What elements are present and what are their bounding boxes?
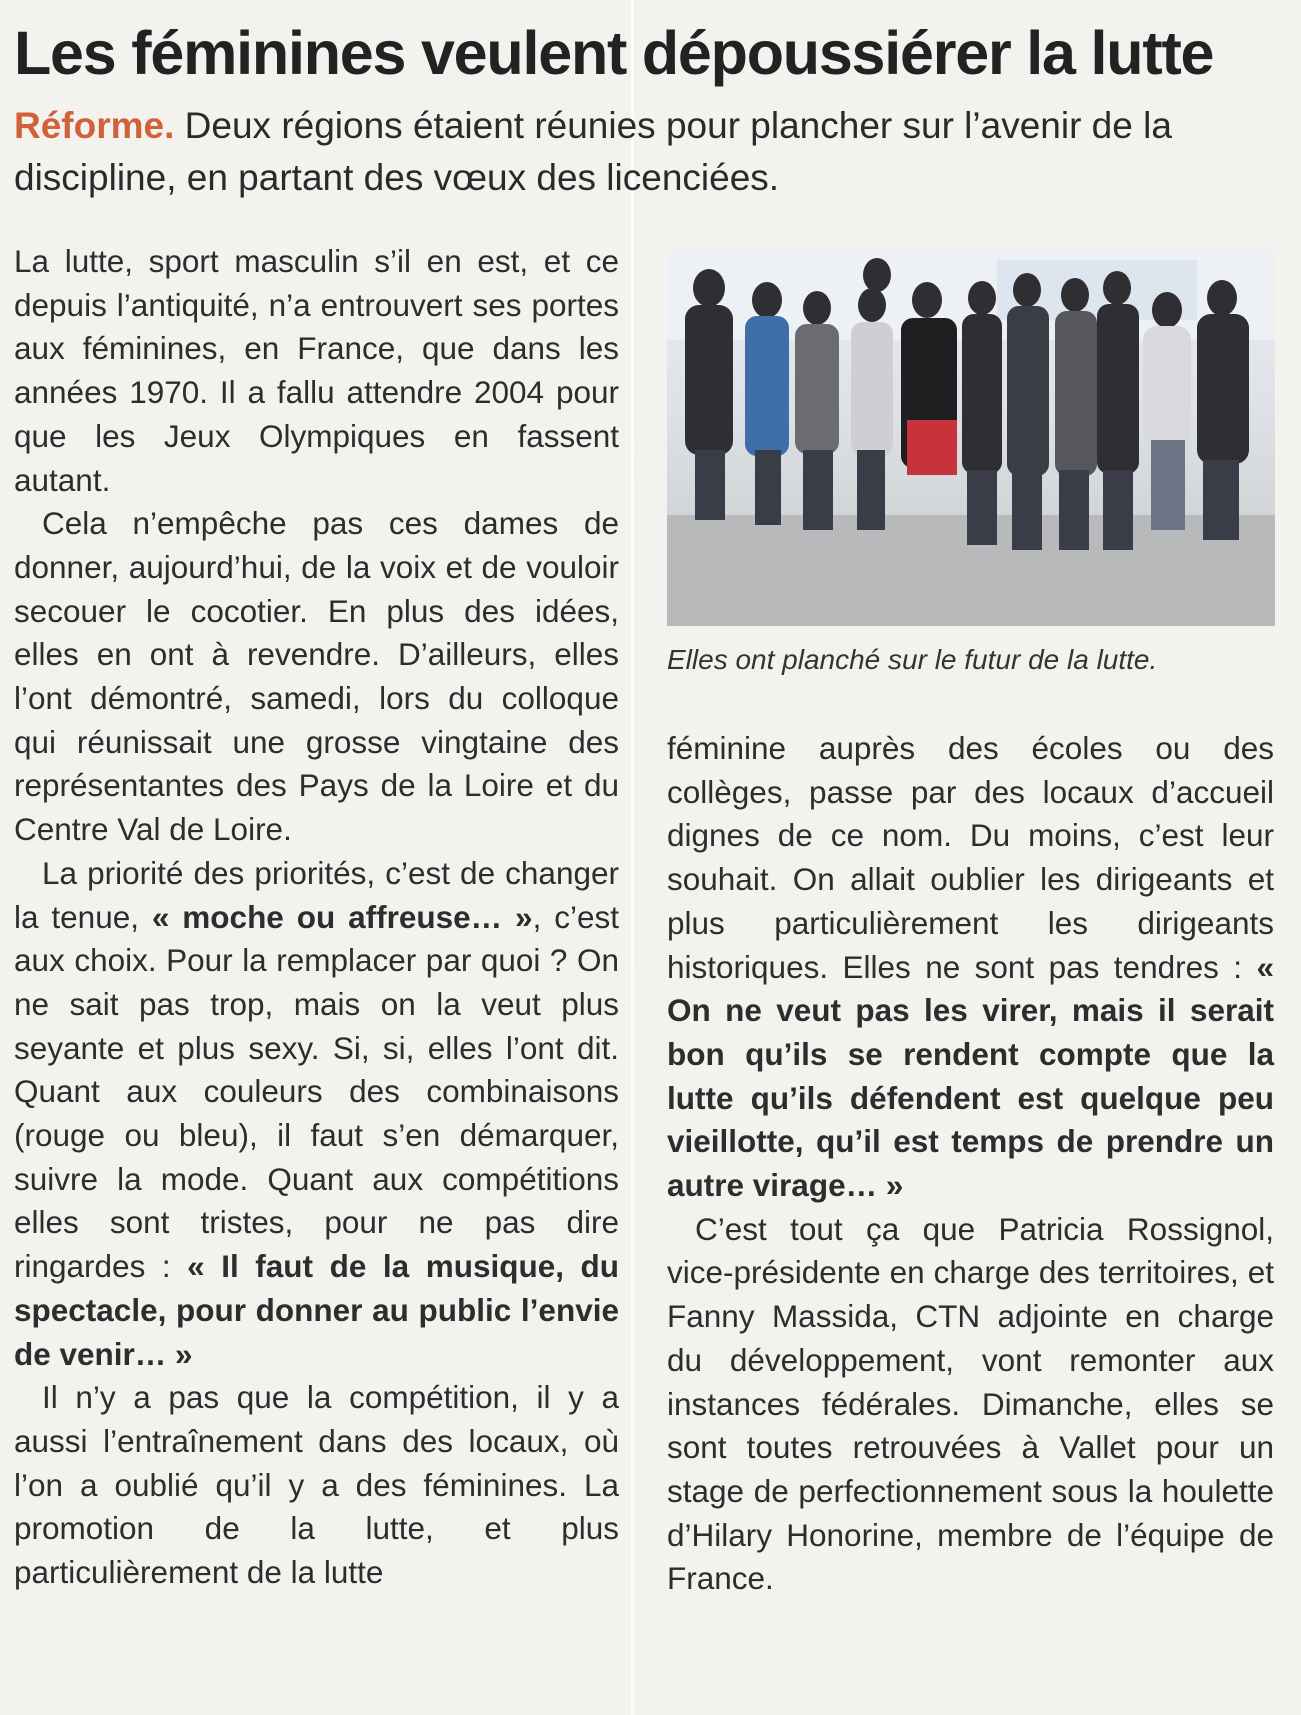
quote: « Il faut de la musique, du spectacle, pour donner au public l’envie de venir… » bbox=[14, 1248, 620, 1372]
group-photo bbox=[667, 250, 1275, 626]
paragraph-text: féminine auprès des écoles ou des collèges, passe par des locaux d’accueil dignes de ce nom. Du moins, c’est leur souhait. On allait oublier les dirigeants et plus particulièrement les dirigeants historiques. Elles ne sont pas tendres : bbox=[667, 730, 1274, 985]
standfirst bbox=[14, 100, 1274, 204]
paragraph bbox=[667, 727, 1274, 1208]
headline: Les féminines veulent dépoussiérer la lutte bbox=[14, 19, 1214, 87]
left-column bbox=[14, 240, 619, 1595]
paragraph: Il n’y a pas que la compétition, il y a aussi l’entraînement dans des locaux, où l’on a oublié qu’il y a des féminines. La promotion de la lutte, et plus particulièrement de la lutte bbox=[14, 1379, 619, 1591]
paragraph: Cela n’empêche pas ces dames de donner, aujourd’hui, de la voix et de vouloir secouer le cocotier. En plus des idées, elles en ont à revendre. D’ailleurs, elles l’ont démontré, samedi, lors du colloque qui réunissait une grosse vingtaine des représentantes des Pays de la Loire et du Centre Val de Loire. bbox=[14, 505, 619, 848]
quote: « On ne veut pas les virer, mais il serait bon qu’ils se rendent compte que la lutte qu’ils défendent est quelque peu vieillotte, qu’il est temps de prendre un autre virage… » bbox=[667, 948, 1274, 1204]
standfirst-text: Deux régions étaient réunies pour plancher sur l’avenir de la discipline, en partant des vœux des licenciées. bbox=[14, 105, 1172, 198]
group-photo-illustration bbox=[667, 250, 1275, 626]
paragraph: C’est tout ça que Patricia Rossignol, vice-présidente en charge des territoires, et Fanny Massida, CTN adjointe en charge du développement, vont remonter aux instances fédérales. Dimanche, elles se sont toutes retrouvées à Vallet pour un stage de perfectionnement sous la houlette d’Hilary Honorine, membre de l’équipe de France. bbox=[667, 1210, 1274, 1597]
photo-caption: Elles ont planché sur le futur de la lutte. bbox=[667, 644, 1158, 675]
paragraph bbox=[14, 852, 619, 1376]
paper-fold bbox=[631, 0, 634, 1715]
kicker: Réforme. bbox=[14, 105, 175, 146]
quote: « moche ou affreuse… » bbox=[151, 898, 533, 935]
paragraph-text: La priorité des priorités, c’est de changer la tenue, bbox=[14, 854, 619, 935]
paragraph: La lutte, sport masculin s’il en est, et ce depuis l’antiquité, n’a entrouvert ses portes aux féminines, en France, que dans les années 1970. Il a fallu attendre 2004 pour que les Jeux Olympiques en fassent autant. bbox=[14, 243, 619, 498]
right-column bbox=[667, 727, 1274, 1601]
paragraph-text: , c’est aux choix. Pour la remplacer par quoi ? On ne sait pas trop, mais on la veut plus seyante et plus sexy. Si, si, elles l’ont dit. Quant aux couleurs des combinaisons (rouge ou bleu), il faut s’en démarquer, suivre la mode. Quant aux compétitions elles sont tristes, pour ne pas dire ringardes : bbox=[14, 898, 619, 1285]
